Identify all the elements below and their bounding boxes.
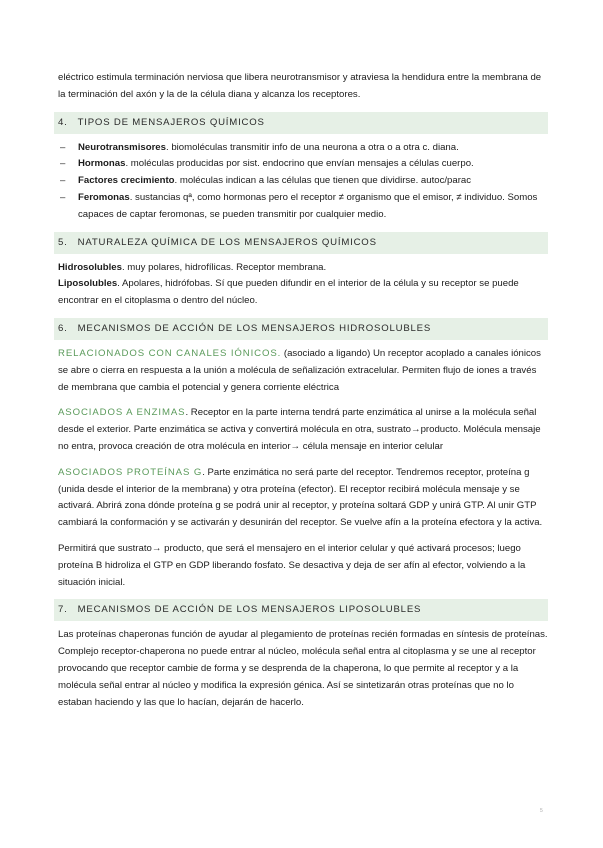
liposoluble-paragraph xyxy=(58,276,548,310)
section-title: TIPOS DE MENSAJEROS QUÍMICOS xyxy=(77,116,265,128)
term: Liposolubles xyxy=(58,278,118,290)
intro-paragraph: eléctrico estimula terminación nerviosa que libera neurotransmisor y atraviesa la hendidura entre la membrana de la terminación del axón y la de la célula diana y alcanza los receptores. xyxy=(58,72,542,100)
dash-bullet-icon: – xyxy=(60,141,66,153)
section-title: MECANISMOS DE ACCIÓN DE LOS MENSAJEROS LIPOSOLUBLES xyxy=(77,604,422,616)
term-text: . sustancias qª, como hormonas pero el receptor ≠ organismo que el emisor, ≠ individuo. Somos capaces de captar feromonas, se pueden transmitir por cualquier medio. xyxy=(78,191,538,220)
term: Hidrosolubles xyxy=(58,261,122,273)
term-text: . moléculas indican a las células que tienen que dividirse. autoc/parac xyxy=(174,175,472,187)
list-item xyxy=(58,173,548,190)
hydrosoluble-paragraph xyxy=(58,260,548,277)
section-title: NATURALEZA QUÍMICA DE LOS MENSAJEROS QUÍMICOS xyxy=(77,236,377,248)
section-4-heading xyxy=(54,112,548,134)
messenger-types-list xyxy=(58,140,548,224)
ion-channel-paragraph xyxy=(58,346,548,396)
g-protein-paragraph xyxy=(58,465,548,532)
term: Neurotransmisores xyxy=(78,141,166,153)
term: Feromonas xyxy=(78,191,130,203)
section-number: 7. xyxy=(58,604,68,616)
term-text: . biomoléculas transmitir info de una neurona a otra o a otra c. diana. xyxy=(165,141,459,153)
subheading: ASOCIADOS A ENZIMAS xyxy=(58,407,186,419)
document-page xyxy=(58,70,548,711)
paragraph-text: (asociado a ligando) Un receptor acoplado a canales iónicos se abre o cierra en respuesta a la unión a molécula de señalización extracelular. Permiten flujo de iones a través de membrana que cambia el potencial y genera corriente eléctrica xyxy=(58,347,541,393)
chaperone-paragraph: Las proteínas chaperonas función de ayudar al plegamiento de proteínas recién formadas en síntesis de proteínas. Complejo receptor-chaperona no puede entrar al núcleo, molécula señal entra al citoplasma y se une al receptor provocando que receptor cambie de forma y se desprenda de la chaperona, lo que permite al receptor y a la molécula señal entrar al núcleo y modifica la expresión génica. Así se sintetizarán otras proteínas que no lo estaban haciendo y las que lo hacían, dejarán de hacerlo. xyxy=(58,629,548,708)
dash-bullet-icon: – xyxy=(60,191,66,203)
section-number: 5. xyxy=(58,236,68,248)
term: Hormonas xyxy=(78,158,126,170)
paragraph-text: . Receptor en la parte interna tendrá parte enzimática al unirse a la molécula señal desde el exterior. Parte enzimática se activa y convertirá molécula en otra, sustrato→producto. Molécula mensaje no entra, provoca creación de otra molécula en interior→ célula mensaje en interior celular xyxy=(58,407,541,452)
term-text: . Apolares, hidrófobas. Sí que pueden difundir en el interior de la célula y su receptor se puede encontrar en el citoplasma o dentro del núcleo. xyxy=(58,278,519,307)
substrate-paragraph: Permitirá que sustrato→ producto, que será el mensajero en el interior celular y qué activará procesos; luego proteína B hidroliza el GTP en GDP liberando fosfato. Se desactiva y deja de ser afín al efector, volviendo a la situación inicial. xyxy=(58,542,526,588)
term-text: . moléculas producidas por sist. endocrino que envían mensajes a células cuerpo. xyxy=(125,158,474,170)
term-text: . muy polares, hidrofílicas. Receptor membrana. xyxy=(121,261,327,273)
section-6-heading xyxy=(54,318,548,340)
paragraph-text: . Parte enzimática no será parte del receptor. Tendremos receptor, proteína g (unida desde el interior de la membrana) y otra proteína (efector). El receptor recibirá molécula mensaje y se activará. Abrirá zona dónde proteína g se podrá unir al receptor, y proteína soltará GDP y unirá GTP. Al unir GTP cambiará la conformación y se activarán y desunirán del receptor. Se vuelve afín a la proteína efectora y la activa. xyxy=(58,466,543,529)
subheading: RELACIONADOS CON CANALES IÓNICOS. xyxy=(58,347,282,359)
enzyme-paragraph xyxy=(58,405,548,455)
section-5-heading xyxy=(54,232,548,254)
list-item xyxy=(58,190,548,224)
subheading: ASOCIADOS PROTEÍNAS G xyxy=(58,466,203,478)
dash-bullet-icon: – xyxy=(60,175,66,187)
list-item xyxy=(58,140,548,157)
term: Factores crecimiento xyxy=(78,175,175,187)
page-number: 5 xyxy=(540,808,543,814)
section-7-heading xyxy=(54,599,548,621)
section-number: 6. xyxy=(58,322,68,334)
section-number: 4. xyxy=(58,116,68,128)
dash-bullet-icon: – xyxy=(60,158,66,170)
list-item xyxy=(58,156,548,173)
section-title: MECANISMOS DE ACCIÓN DE LOS MENSAJEROS HIDROSOLUBLES xyxy=(77,322,432,334)
